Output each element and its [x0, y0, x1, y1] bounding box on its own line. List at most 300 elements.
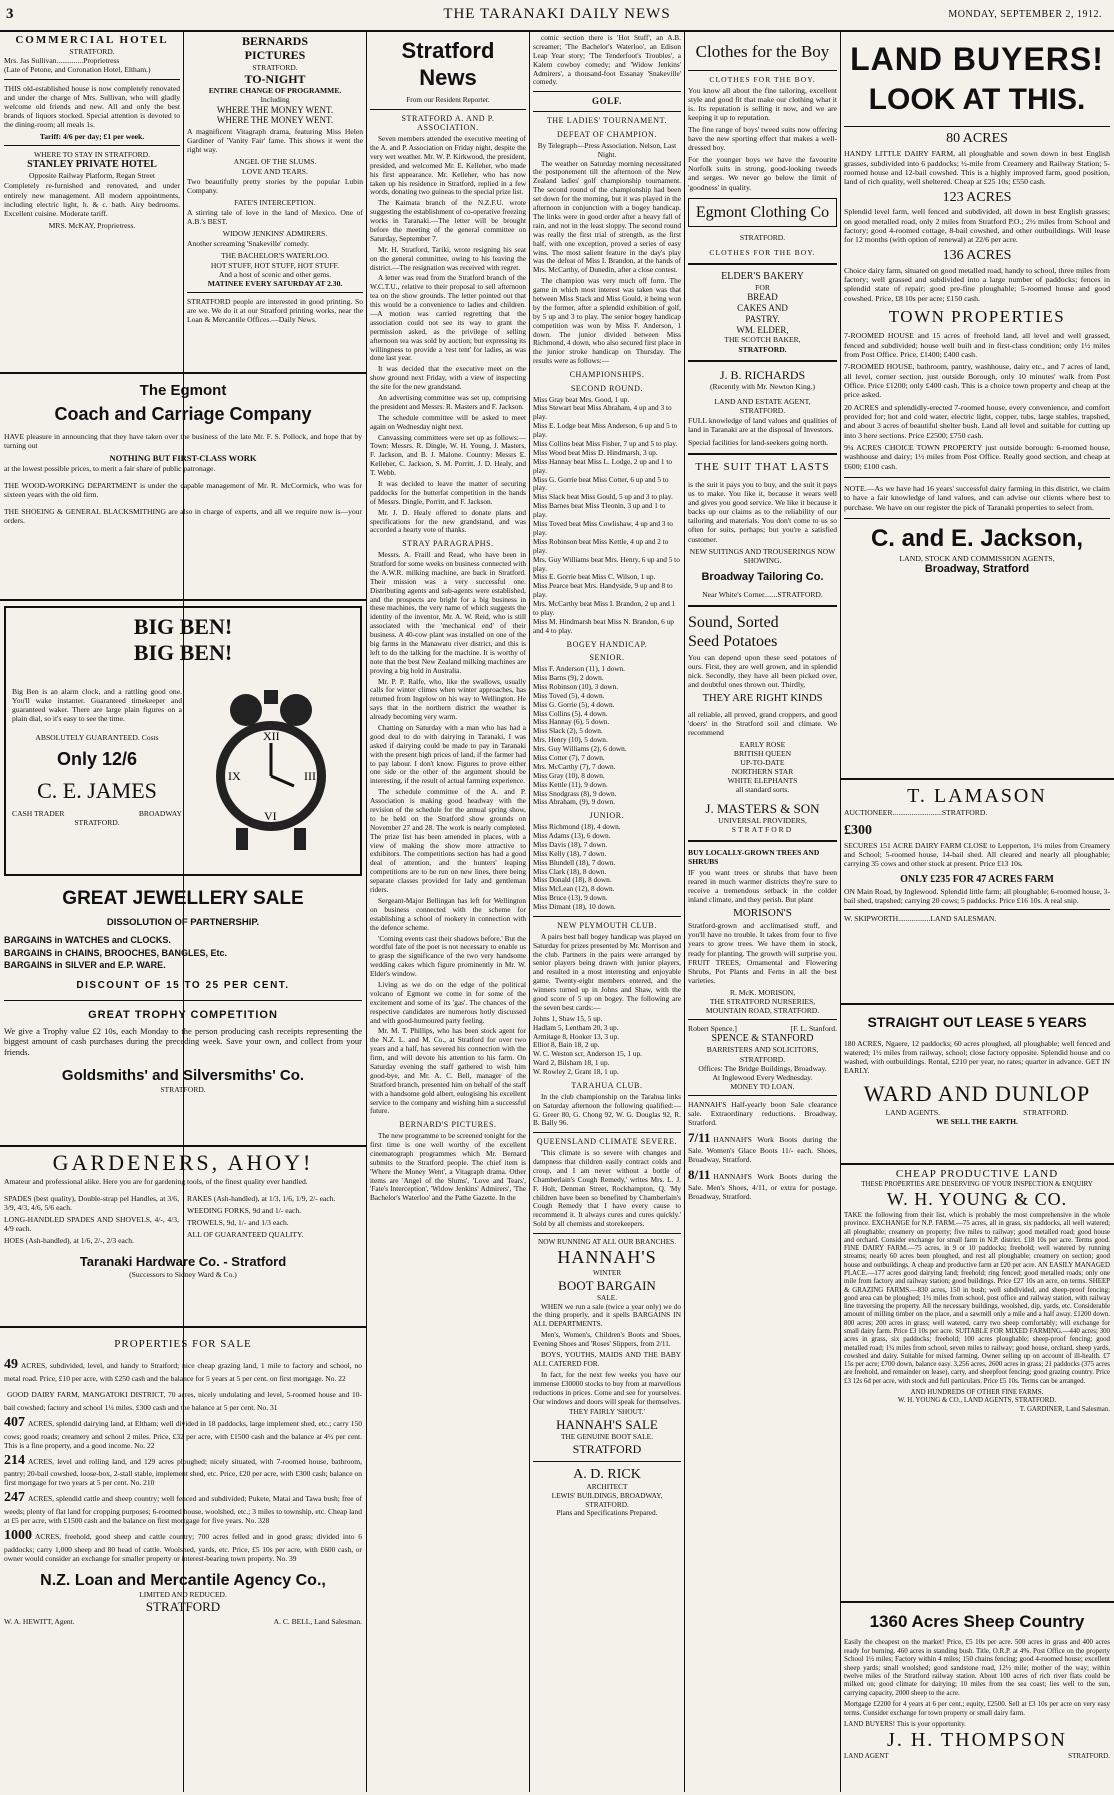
news-subheading: BERNARD'S PICTURES.: [399, 1120, 497, 1130]
stratford-news-title: Stratford News: [401, 38, 495, 90]
young-agents: W. H. YOUNG & CO., LAND AGENTS, STRATFORD.: [897, 1397, 1057, 1405]
clothes-sub: CLOTHES FOR THE BOY.: [709, 75, 816, 85]
nursery-address: MOUNTAIN ROAD, STRATFORD.: [705, 1006, 820, 1016]
hot-stuff: HOT STUFF, HOT STUFF, HOT STUFF.: [210, 260, 340, 270]
hannahs-sale: HANNAH'S SALE: [556, 1417, 658, 1433]
divider: [840, 1003, 1114, 1005]
property-text: GOOD DAIRY FARM, MANGATOKI DISTRICT, 70 acres, nicely undulating and level, 5-roomed house and 10-bail cowshed; factory and school 1¼ miles. £300 cash and the balance at 5 per cent. No. 31: [4, 1389, 362, 1412]
news-paragraph: The champion was very much off form. The game in which most interest was taken was that between Miss Stack and Miss Gould, it being won by the former, after a splendid exhibition of golf, by 5 up and 3 to play. The senior bogey handicap competition was won by Miss F. Anderson, 1 down. The junior divided between Miss Richmond, 4 down, who also secured first place in the junior stroke handicap on Thursday. The results were as follows:—: [533, 276, 681, 366]
loan-agency-name: N.Z. Loan and Mercantile Agency Co.,: [40, 1571, 326, 1589]
tonight: TO-NIGHT: [244, 71, 306, 86]
garden-items-right: [187, 1193, 362, 1249]
seed-heading-1: Sound, Sorted: [688, 614, 779, 632]
buy-locally: BUY LOCALLY-GROWN TREES AND SHRUBS: [688, 848, 820, 867]
defeat-champion: DEFEAT OF CHAMPION.: [557, 130, 657, 140]
news-paragraph: In fact, for the next few weeks you have our immense £30000 stocks to buy from at marvellous reductions in prices. Come and see for yourselves. Our windows and doors will speak for themselves.: [533, 1369, 681, 1406]
sheep-desc-2: Mortgage £2200 for 4 years at 6 per cent.; equity, £2500. Sell at £3 10s per acre on very easy terms. Consider exchange for town property or small dairy farm.: [844, 1700, 1110, 1717]
goldsmiths-town: STRATFORD.: [160, 1084, 206, 1094]
seed-para: You can depend upon these seed potatoes of ours. First, they are well grown, and in splendid nick. Secondly, they have all been picked over, and doubtful ones thrown out. Thirdly,: [688, 652, 837, 689]
private-hotel-name: STANLEY PRIVATE HOTEL: [27, 159, 157, 171]
result-line: Miss Toved (5), 4 down.: [533, 690, 605, 700]
barristers: BARRISTERS AND SOLICITORS,: [706, 1045, 819, 1055]
divider: [533, 1132, 681, 1133]
page-number: 3: [6, 6, 14, 22]
architect-plans: Plans and Specifications Prepared.: [556, 1508, 658, 1518]
property-acres: 407: [4, 1414, 25, 1430]
broadway: BROADWAY: [138, 808, 182, 818]
stratford-nurseries: THE STRATFORD NURSERIES,: [709, 997, 816, 1007]
divider: [688, 1095, 837, 1096]
thompson-name: J. H. THOMPSON: [887, 1729, 1067, 1752]
land-town: STRATFORD.: [739, 406, 786, 416]
result-line: Miss Gray (10), 8 down.: [533, 770, 605, 780]
big-ben-heading-2: BIG BEN!: [133, 640, 233, 666]
news-paragraph: Mr. H. Stratford, Tariki, wrote resigning his seat on the general committee, owing to his leaving the district.—The resignation was received with regret.: [370, 244, 526, 272]
news-paragraph: It was decided that the executive meet on the show ground next Friday, with a view of inspecting the site for the new grandstand.: [370, 364, 526, 392]
ladies-tournament: THE LADIES' TOURNAMENT.: [546, 116, 668, 126]
egmont-town: STRATFORD.: [739, 232, 786, 242]
printing-notice: STRATFORD people are interested in good printing. So are we. We do it at our Stratford printing works, near the Loan & Mercantile Offices.—Daily News.: [187, 296, 363, 325]
coach-heading-2: Coach and Carriage Company: [54, 404, 312, 424]
spence-offices: Offices: The Bridge Buildings, Broadway.: [698, 1063, 827, 1073]
commercial-hotel-ad: [4, 34, 180, 369]
result-line: Mrs. Guy Williams beat Mrs. Henry, 6 up and 5 to play.: [533, 554, 680, 573]
telegraph-note: By Telegraph—Press Association. Nelson, Last Night.: [537, 140, 677, 159]
news-paragraph: 'This climate is so severe with changes and dampness that children easily contract colds and croup, and I am never without a bottle of Chamberlain's Cough Remedy,' writes Mrs. L. J. F. Holt, Denman Street, Rockhampton, Q. 'My children have been so benefited by Chamberlain's Cough Remedy that I have every cause to recommend it. It always cures and cures quickly.' Sold by all chemists and storekeepers.: [533, 1148, 681, 1229]
results-list: [533, 823, 681, 912]
coach-woodwork: THE WOOD-WORKING DEPARTMENT is under the capable management of Mr. R. McCormick, who was for sixteen years with the old firm.: [4, 481, 362, 500]
jackson-name: C. and E. Jackson,: [870, 525, 1084, 553]
garden-item: SPADES (best quality), Double-strap pel Handles, at 3/6, 3/9, 4/3, 4/6, 5/6 each.: [4, 1193, 179, 1212]
stanford: [F. L. Stanford.: [790, 1024, 837, 1034]
divider: [840, 1163, 1114, 1165]
jewellery-sale-ad: [4, 882, 362, 1142]
lamason-price-2: ONLY £235 FOR 47 ACRES FARM: [900, 874, 1054, 886]
news-paragraph: The new programme to be screened tonight for the first time is one well worthy of the excellent cinematograph programmes which Mr. Bernard submits to the Stratford people. The chief item is 'Where the Money Went', a Vitagraph drama. Other items are 'Angel of the Slums', 'Love and Tears', 'Fate's Interception', 'Widow Jenkins' Admirers', 'The Bachelor's Waterloo' and the Pathe Gazette. In the: [370, 1131, 526, 1203]
divider: [844, 909, 1110, 910]
result-line: Miss Robinson (10), 3 down.: [533, 681, 619, 691]
property-text: ACRES, subdivided, level, and handy to Stratford; nice cheap grazing land, 1 mile to factory and school, no metal road. Price, £10 per acre, with £250 cash and the balance for 5 years at 5 per cent. on first mortgage. No. 22: [4, 1361, 362, 1383]
result-line: Miss Barnes beat Miss Tleonin, 3 up and 1 to play.: [533, 501, 666, 520]
bachelors-waterloo: THE BACHELOR'S WATERLOO.: [221, 251, 329, 261]
garden-item: ALL OF GUARANTEED QUALITY.: [187, 1229, 304, 1239]
hotel-tariff: Tariff: 4/6 per day; £1 per week.: [39, 132, 145, 142]
property-text: ACRES, splendid dairying land, at Eltham; well divided in 18 paddocks, large implement shed, etc.; carry 150 cows; good roads; creamery and school 2 miles. Price, £32 per acre, with £1500 cash and the balance at 4½ per cent. This is a fine property, and a good income. No. 22: [4, 1418, 362, 1450]
result-line: Hadlam 5, Lentham 20, 3 up.: [533, 1022, 619, 1032]
architect-address: LEWIS' BUILDINGS, BROADWAY,: [551, 1490, 663, 1500]
coach-shoeing: THE SHOEING & GENERAL BLACKSMITHING are also in charge of experts, and all we require now is—your orders.: [4, 507, 362, 526]
private-hotel-location: Opposite Railway Platform, Regan Street: [29, 171, 155, 181]
result-line: Miss Richmond (18), 4 down.: [533, 822, 621, 832]
jackson-note: NOTE.—As we have had 16 years' successful dairy farming in this district, we claim to have a fair knowledge of land values, and can advise our clients where best to purchase. We have on our register the pick of Taranaki properties to select from.: [844, 484, 1110, 512]
land-para: Special facilities for land-seekers going north.: [688, 437, 829, 447]
golf-heading: GOLF.: [592, 96, 622, 107]
town-property-list: [844, 331, 1110, 471]
result-line: Miss G. Gorrie (5), 4 down.: [533, 699, 615, 709]
property-acres: 247: [4, 1490, 25, 1506]
auctioneer: AUCTIONEER..........................STRATFORD.: [844, 808, 988, 817]
news-paragraph: The weather on Saturday morning necessitated the postponement till the afternoon of the New Zealand ladies' golf championship tournament. The second round of the championship had been set down for the morning, but it was played in the afternoon in conjunction with a bogey handicap. The links were in good order after a heavy fall of rain, and not in the least sloppy. The second round was really the first trial of strength, as the first half, with one exception, proved a series of easy wins. The most salient feature in the day's play was the defeat of Miss I. Brandon, at the hands of Mrs. McCarthy, of Dunedin, after a close contest.: [533, 158, 681, 275]
news-paragraph: The Kaimata branch of the N.Z.F.U. wrote suggesting the establishment of co-operative freezing works in Taranaki.—The letter will be brought before the meeting of the general committee on Saturday, September 7.: [370, 198, 526, 243]
property-acres: 1000: [4, 1528, 32, 1544]
private-hotel-body: Completely re-furnished and renovated, and under entirely new management. All modern appointments, including electric light, h. & c. bath. Airy bedrooms. Excellent cuisine. Moderate tariff.: [4, 181, 180, 218]
potato-variety: EARLY ROSE: [739, 739, 786, 749]
result-line: Miss Collins beat Miss Fisher, 7 up and 5 to play.: [533, 439, 678, 449]
news-paragraph: BOYS, YOUTHS, MAIDS AND THE BABY ALL CATERED FOR.: [533, 1350, 681, 1368]
seed-para: all reliable, all proved, grand croppers, and good 'doers' in the Stratford soil and climate. We recommend: [688, 709, 837, 737]
result-line: Miss Kettle (11), 9 down.: [533, 779, 608, 789]
properties-for-sale-ad: [4, 1334, 362, 1790]
news-paragraph: The schedule committee will be asked to meet again on Wednesday night next.: [370, 412, 526, 431]
look-at-this: LOOK AT THIS.: [868, 83, 1086, 117]
garden-items-left: [4, 1193, 179, 1249]
alarm-clock-icon: [206, 688, 336, 858]
dissolution: DISSOLUTION OF PARTNERSHIP.: [106, 916, 260, 928]
property-entry: [4, 1453, 362, 1488]
elder-name: WM. ELDER,: [736, 324, 789, 335]
bargain-line-1: BARGAINS in WATCHES and CLOCKS.: [4, 935, 171, 946]
straight-lease: STRAIGHT OUT LEASE 5 YEARS: [867, 1014, 1087, 1030]
hotel-name: COMMERCIAL HOTEL: [15, 34, 169, 46]
hannah-ad: [688, 1167, 837, 1201]
result-line: Miss Cotter (7), 7 down.: [533, 753, 605, 763]
big-ben-ad: [4, 606, 362, 876]
coach-body: HAVE pleasure in announcing that they have taken over the business of the late Mr. F. S. Pollock, and hope that by turning out: [4, 431, 362, 450]
hannahs-town: STRATFORD: [572, 1442, 642, 1457]
result-line: Miss Collins (5), 4 down.: [533, 708, 608, 718]
news-paragraph: It was decided to leave the matter of securing paddocks for the butterfat competition in the hands of Messrs. Dingle, Porritt, and F. Jackson.: [370, 479, 526, 506]
divider: [0, 1326, 366, 1328]
column-rule: [684, 32, 685, 1792]
seed-heading-2: Seed Potatoes: [688, 633, 778, 651]
result-line: Ward 2, Bilsham 18, 1 up.: [533, 1058, 610, 1068]
divider: [533, 1233, 681, 1234]
divider: [0, 372, 366, 374]
column-rule: [529, 32, 530, 1792]
lamason-ad: [844, 784, 1110, 1000]
loan-agency-town: STRATFORD: [145, 1599, 221, 1615]
ward-dunlop-ad: [844, 1008, 1110, 1160]
money-to-loan: MONEY TO LOAN.: [730, 1081, 795, 1091]
town-property-item: 7-ROOMED HOUSE, bathroom, pantry, washhouse, dairy etc., and 7 acres of land, all level, corner section, just outside Borough, only 10 minutes' walk from Post Office. Price £1200; only £400 cash. This is a choice town property and cheap at the price asked.: [844, 362, 1110, 400]
property-entry: [4, 1415, 362, 1450]
ward-dunlop-name: WARD AND DUNLOP: [863, 1081, 1091, 1107]
other-farms: AND HUNDREDS OF OTHER FINE FARMS.: [910, 1388, 1044, 1396]
result-line: Miss Toved beat Miss Cowlishaw, 4 up and 3 to play.: [533, 519, 673, 537]
divider: [187, 292, 363, 293]
private-hotel-proprietress: MRS. McKAY, Proprietress.: [48, 220, 136, 230]
change-programme: ENTIRE CHANGE OF PROGRAMME.: [208, 86, 342, 96]
where-to-stay: WHERE TO STAY IN STRATFORD.: [33, 150, 151, 160]
hannah-price: 7/11: [688, 1130, 711, 1146]
bargain-line-3: BARGAINS in SILVER and E.P. WARE.: [4, 960, 166, 971]
hannah-small-ad: HANNAH'S Half-yearly boon Sale clearance sale. Extraordinary reductions. Broadway, Stratford.: [688, 1099, 837, 1128]
pictures-heading: PICTURES: [244, 48, 306, 63]
sheep-country-ad: [844, 1606, 1110, 1792]
standard-sorts: all standard sorts.: [735, 785, 790, 795]
result-line: Miss Clark (18), 8 down.: [533, 866, 607, 876]
result-line: Johns 1, Shaw 15, 5 up.: [533, 1013, 603, 1023]
divider: [688, 840, 837, 842]
masthead: [0, 0, 1114, 32]
matinee: MATINEE EVERY SATURDAY AT 2.30.: [207, 278, 343, 288]
land-buyers-heading: LAND BUYERS!: [850, 41, 1104, 77]
egmont-clothing: Egmont Clothing Co: [688, 198, 837, 227]
small-ads: [688, 1130, 837, 1201]
divider: [533, 111, 681, 112]
result-line: Miss Stewart beat Miss Abraham, 4 up and 3 to play.: [533, 403, 672, 422]
result-line: Armitage 8, Hooker 13, 3 up.: [533, 1031, 619, 1041]
result-line: Miss Snodgrass (8), 9 down.: [533, 788, 617, 798]
news-paragraph: Seven members attended the executive meeting of the A. and P. Association on Friday night, despite the very wet weather. Mr. W. P. Kirkwood, the president, presided, and welcomed Mr. E. Kelleher, who made his first appearance. Mr. Kelleher, who has now taken up his residence in Stratford, replied in a few words, donating two guineas to the special prize list.: [370, 134, 526, 197]
hardware-firm: Taranaki Hardware Co. - Stratford: [79, 1254, 287, 1270]
result-line: Mrs. Guy Williams (2), 6 down.: [533, 744, 627, 754]
stratford-news-column: [370, 34, 526, 1790]
news-subheading: STRATFORD A. AND P. ASSOCIATION.: [401, 113, 495, 133]
big-ben-town: STRATFORD.: [74, 817, 120, 827]
spence-town: STRATFORD.: [739, 1054, 786, 1064]
result-line: Miss E. Gorrie beat Miss C. Wilson, 1 up.: [533, 572, 656, 582]
big-ben-body: Big Ben is an alarm clock, and a rattling good one. You'll wake instanter. Guaranteed timekeeper and guaranteed waker. There are large plain figures on a plain dial, so it's easy to see the time.: [12, 687, 182, 724]
result-line: Miss Adams (13), 6 down.: [533, 831, 611, 841]
news-paragraph: Mr. M. T. Phillips, who has been stock agent for the N.Z. L. and M. Co., at Stratford for over two years and a half, has severed his connection with the firm, and will devote his attention to his farm. On Saturday evening the staff gathered to wish him good-bye, and Mr. A. C. Bell, manager of the Stratford branch, presented him on behalf of the staff with a handsome gold albert, eulogising his excellent service to the company and wishing him a successful future.: [370, 1026, 526, 1116]
divider: [688, 605, 837, 607]
news-paragraph: Mr. J. D. Healy offered to donate plans and specifications for the new grandstand, and was accorded a hearty vote of thanks.: [370, 507, 526, 535]
buy-para: IF you want trees or shrubs that have been reared in much warmer districts they're sure to receive a tremendous setback in the colder inland climate, and they perish. But plant: [688, 867, 837, 904]
divider: [844, 518, 1110, 519]
acres-123-desc: Splendid level farm, well fenced and subdivided, all down in best English grasses; on good metalled road, only 2 miles from Stratford P.O.; 2½ miles from School and factory; good 4-roomed cottage, 8-bail cowshed, and other outbuildings. Will lease for 12 months (with option of renewal) at 22/6 per acre.: [844, 207, 1110, 245]
news-paragraph: Living as we do on the edge of the political volcano of Egmont we come in for some of the excitement and some of its 'gas'. The chances of the respective candidates are numerous hotly discussed and with good-humoured party feeling.: [370, 979, 526, 1025]
result-line: Miss Hannay (6), 5 down.: [533, 717, 610, 727]
boot-bargain: BOOT BARGAIN: [558, 1277, 656, 1293]
divider: [688, 360, 837, 362]
bernards-town: STRATFORD.: [252, 62, 298, 72]
divider: [533, 916, 681, 917]
svg-text:IX: IX: [228, 769, 241, 783]
land-buyers-ad: [844, 34, 1110, 774]
town-property-item: 7-ROOMED HOUSE and 15 acres of freehold land, all level and well grassed, fenced and subdivided; house well built and in first-class condition; only 1½ miles from Post Office. Price, £1400; £400 cash.: [844, 331, 1110, 359]
result-line: Miss Davis (18), 7 down.: [533, 839, 608, 849]
gardiner: T. GARDINER, Land Salesman.: [1019, 1405, 1110, 1413]
buy-para: Stratford-grown and acclimatised stuff, and you'll have no trouble. It takes from four to five years to grow trees. We have them in stock, ready for planting. The growth will surprise you. FRUIT TREES, Ornamental and Flowering Shrubs, Pot Plants and Ferns in all the best varieties.: [688, 921, 837, 985]
clothes-para: You know all about the fine tailoring, excellent style and good fit that make our clothing what it is. Its reputation is selling it now, and we are keeping it up to reputation.: [688, 85, 837, 122]
potato-variety: BRITISH QUEEN: [733, 748, 792, 758]
scotch-baker: THE SCOTCH BAKER,: [724, 335, 801, 345]
jackson-agents: LAND, STOCK AND COMMISSION AGENTS,: [899, 553, 1055, 563]
result-line: Miss Bruce (13), 9 down.: [533, 893, 608, 903]
newspaper-title: THE TARANAKI DAILY NEWS: [443, 6, 671, 22]
richards-note: (Recently with Mr. Newton King.): [709, 382, 816, 392]
svg-text:III: III: [304, 769, 316, 783]
gardeners-heading: GARDENERS, AHOY!: [52, 1150, 314, 1175]
hardware-successors: (Successors to Sidney Ward & Co.): [129, 1269, 237, 1279]
news-paragraph: In the club championship on the Tarahua links on Saturday afternoon the following qualified:—G. Greer 80, G. Chong 92, W. G. Douglas 92, R. B. Bally 96.: [533, 1091, 681, 1128]
bernards-heading: BERNARDS: [241, 34, 308, 48]
result-line: Miss Kelly (18), 7 down.: [533, 848, 607, 858]
genuine-boot-sale: THE GENUINE BOOT SALE.: [561, 1432, 653, 1442]
news-paragraph: A letter was read from the Stratford branch of the W.C.T.U., relative to their proposal to sell afternoon tea on the show grounds. The letter pointed out that this would be a convenience to ladies and children.—A motion was carried regretting that the association could not see its way to grant the permission asked, as the privilege of selling afternoon tea was sold by auction; but expressing its willingness to provide a 'rest tent' for ladies, as was done last year.: [370, 273, 526, 363]
garden-item: HOES (Ash-handled), at 1/6, 2/-, 2/3 each.: [4, 1235, 134, 1245]
clothes-foot: CLOTHES FOR THE BOY.: [709, 248, 816, 257]
richards-name: J. B. RICHARDS: [719, 367, 806, 382]
masters-town: STRATFORD: [731, 825, 794, 835]
news-paragraph: WHEN we run a sale (twice a year only) we do the thing properly, and it spells BARGAINS IN ALL DEPARTMENTS.: [533, 1301, 681, 1329]
properties-heading: PROPERTIES FOR SALE: [114, 1338, 252, 1350]
news-paragraph: The schedule committee of the A. and P. Association is making good headway with the revision of the schedule for the annual spring show, to be held on the Stratford show grounds on November 27 and 28. The work is nearly completed. The prize list has been amended in places, with a view of making the show more attractive to exhibitors. The competitions section has had a good deal of attention, and the hunters' leaping competitions are to be run on new lines, there being separate classes provided for lady and gentleman riders.: [370, 787, 526, 895]
architect-title: ARCHITECT: [586, 1481, 628, 1491]
jackson-address: Broadway, Stratford: [924, 563, 1030, 576]
second-round: SECOND ROUND.: [570, 383, 644, 393]
gardeners-ad: [4, 1150, 362, 1323]
hotel-proprietress-note: (Late of Petone, and Coronation Hotel, Eltham.): [4, 65, 151, 75]
divider: [688, 263, 837, 265]
masters-name: J. MASTERS & SON: [705, 800, 820, 816]
jewellery-heading: GREAT JEWELLERY SALE: [62, 888, 304, 909]
acres-123: 123 ACRES: [942, 189, 1012, 205]
skipworth: W. SKIPWORTH.................LAND SALESMAN.: [844, 914, 997, 924]
result-line: Miss McLean (12), 8 down.: [533, 884, 615, 894]
big-ben-seller: C. E. JAMES: [37, 778, 157, 804]
divider: [370, 109, 526, 110]
tailor-address: Near White's Corner.......STRATFORD.: [702, 590, 823, 600]
result-line: Miss Pearce beat Mrs. Handyside, 9 up and 8 to play.: [533, 581, 673, 600]
property-text: ACRES, splendid cattle and sheep country; well fenced and subdivided; Pukete, Matai and Tawa bush; free of weeds; plenty of flat land for cropping purposes; 6-roomed house, woolshed, etc.; 3 miles to township, etc. Cheap land at £5 per acre, with £1500 cash and the balance on first mortgage for five years. No. 328: [4, 1494, 362, 1526]
potato-variety: NORTHERN STAR: [731, 767, 794, 777]
lamason-desc-2: ON Main Road, by Inglewood. Splendid little farm; all ploughable; 6-roomed house, 3-bail shed, trapshed; carrying 20 cows; 5 paddocks. Price £16 10s. A real snip.: [844, 887, 1110, 906]
architect-name: A. D. RICK: [573, 1466, 641, 1482]
divider: [688, 453, 837, 455]
right-kinds: THEY ARE RIGHT KINDS: [702, 692, 823, 704]
elders-bakery: ELDER'S BAKERY: [721, 271, 804, 283]
result-line: Mrs. McCarthy (7), 7 down.: [533, 761, 616, 771]
discount: DISCOUNT OF 15 TO 25 PER CENT.: [76, 979, 290, 991]
result-line: Mrs. McCarthy beat Miss I. Brandon, 2 up and 1 to play.: [533, 599, 676, 617]
clothes-para: For the younger boys we have the favourite Norfolk suits in strong, good-looking tweeds and serges. We never go below the limit of 'goodness' in quality.: [688, 155, 837, 192]
result-line: Miss M. Hindmarsh beat Miss N. Brandon, 6 up and 4 to play.: [533, 616, 674, 635]
property-text: ACRES, freehold, good sheep and cattle country; 700 acres felled and in good grass; divided into 6 paddocks; carry 1,000 sheep and 80 head of cattle. Woolshed, yards, etc. Price, £5 10s per acre, with £600 cash, or owner would consider an exchange for smaller property or interest-bearing town property. No. 39: [4, 1532, 362, 1563]
film-desc-3: A stirring tale of love in the land of Mexico. One of A.B.'s BEST.: [187, 207, 363, 227]
ads-column-5: [688, 34, 837, 1790]
inglewood: At Inglewood Every Wednesday.: [712, 1072, 813, 1082]
hannah-text: HANNAH'S Work Boots during the Sale. Men's Shoes, 4/11, or extra for postage. Broadway, Stratford.: [688, 1172, 837, 1201]
pastry: PASTRY.: [745, 313, 780, 324]
new-plymouth-club: NEW PLYMOUTH CLUB.: [557, 921, 657, 931]
news-paragraph: Canvassing committees were set up as follows:—Town: Messrs. R. Dingle, W. H. Young, J. Masters, F. Jackson, and B. J. Malone. Country: Messrs E. Kelleher, C. Jackson, S. M. Porritt, J. D. Healy, and T. Webb.: [370, 432, 526, 478]
column-rule: [366, 32, 367, 1792]
hannahs-heading: HANNAH'S: [557, 1247, 657, 1267]
golf-column: [533, 34, 681, 1790]
ward-land-agents: LAND AGENTS.: [885, 1107, 940, 1117]
hannah-price: 8/11: [688, 1167, 711, 1183]
young-name: W. H. YOUNG & CO.: [886, 1189, 1068, 1210]
divider: [688, 1019, 837, 1020]
robert-spence: Robert Spence.]: [688, 1024, 737, 1034]
fairly-shout: THEY FAIRLY 'SHOUT.': [569, 1407, 645, 1417]
bogey-handicap: BOGEY HANDICAP.: [566, 639, 648, 649]
divider: [840, 778, 1114, 780]
young-desc: TAKE the following from their list, which is probably the most comprehensive in the whole province. EXCHANGE for N.P. FARM.—75 acres, all in grass, six paddocks, all well watered; all ploughable; creamery on property; five miles to railway; good metalled road; good house and orchard. Consider exchange for small farm in N.P. district. £18 10s per acre. Terms good. FINE DAIRY FARM.—75 acres, in 9 or 10 paddocks; freehold; well watered by running streams; nearly 60 acres been ploughed, and rest all ploughable; creamery on section; good house and outbuildings. A cheap and productive farm at £20 per acre. AN EASILY MANAGED PLACE.—177 acres good dairying land; freehold; ring fenced; good metalled roads; only one mile from factory and railway station; good buildings. Price £27 10s an acre, on terms. SHEEP & GRAZING FARMS.—830 acres, 150 in bush; well subdivided, and sheep-proof fencing; good area can be ploughed; 1½ miles from school, post office and railway station, with railway line traversing the property. All the necessary buildings, woolshed, dip, yards, etc. Considerable amount of milling timber on the place, and a sawmill only a mile and a half away. £1200 down. 800 acres; 200 acres in grass; well watered, carry two sheep comfortably; will exchange for small dairy farm. Price £3 10s per acre. SUITABLE FOR MIXED FARMING.—440 acres; 300 acres in grass, six paddocks; freehold; 100 acres ploughable; sheep-proof fencing; good metalled road; 1¼ miles from school, seven miles to railway; good house, orchard, sheep yards, cowshed and dairy. Suitable for mixed farming. Owner selling up on account of ill-health. £7 15s per acre; £700 down, balance easy. 3,256 acres, 2600 acres in grass; 21 paddocks (375 acres are freehold, and remainder on lease), carry, and sheepfoot fencing; good grazing country. Price £3 12s 6d per acre, with stock and full particulars. Price £5 10s. Terms can be arranged.: [844, 1212, 1110, 1385]
property-text: ACRES, level and rolling land, and 129 acres ploughed; nicely situated, with 7-roomed house, bathroom, pantry; 20-bail cowshed, loose-box, 2-stall stable, implement shed, etc. Price, £20 per acre, with £300 cash; balance on first mortgage for two years at 5 per cent. No. 210: [4, 1456, 362, 1488]
suit-heading: THE SUIT THAT LASTS: [695, 460, 830, 473]
result-line: W. Rowley 2, Grant 18, 1 up.: [533, 1067, 619, 1077]
big-ben-heading-1: BIG BEN!: [133, 614, 233, 639]
money-went-2: WHERE THE MONEY WENT.: [216, 115, 334, 126]
money-went-1: WHERE THE MONEY WENT.: [216, 104, 334, 115]
property-list: [4, 1357, 362, 1563]
film-desc-1: A magnificent Vitagraph drama, featuring Miss Helen Gardiner of 'Vanity Fair' fame. This shows it went the right way.: [187, 127, 363, 155]
elder-town: STRATFORD.: [738, 344, 787, 354]
news-paragraph: A pairs best ball bogey handicap was played on Saturday for prizes presented by Mr. Morrison and the club. Partners in the pairs were arranged by senior players being drawn with junior players, and resulted in a most interesting and enjoyable game. Twenty-eight members entered, and the winners turned up in Johns and Shaw, with the good score of 5 up on bogey. The following are the seven best cards:—: [533, 931, 681, 1012]
film-desc-2: Two beautifully pretty stories by the popular Lubin Company.: [187, 176, 363, 195]
championships: CHAMPIONSHIPS.: [569, 370, 645, 380]
potato-variety: UP-TO-DATE: [740, 758, 785, 768]
property-entry: [4, 1528, 362, 1563]
junior: JUNIOR.: [589, 811, 625, 821]
running-branches: NOW RUNNING AT ALL OUR BRANCHES.: [537, 1237, 677, 1247]
egmont-coach-ad: [4, 378, 362, 596]
broadway-tailoring: Broadway Tailoring Co.: [701, 570, 824, 583]
clothes-heading: Clothes for the Boy: [695, 42, 830, 61]
divider: [533, 1461, 681, 1462]
gardeners-intro: Amateur and professional alike. Here you are for gardening tools, of the finest quality ever handled.: [4, 1177, 308, 1187]
land-para: FULL knowledge of land values and qualities of land in Taranaki are at the disposal of Investors.: [688, 416, 837, 435]
divider: [4, 79, 180, 80]
issue-date: MONDAY, SEPTEMBER 2, 1912.: [948, 9, 1102, 20]
queensland-climate: QUEENSLAND CLIMATE SEVERE.: [536, 1137, 678, 1147]
buyers-opportunity: LAND BUYERS! This is your opportunity.: [844, 1719, 966, 1728]
bernards-pictures-ad: [187, 34, 363, 369]
film-desc-4: Another screaming 'Snakeville' comedy.: [187, 239, 310, 249]
bread: BREAD: [747, 292, 778, 303]
fates-interception: FATE'S INTERCEPTION.: [234, 197, 316, 207]
results-list: [533, 396, 681, 636]
suit-para: is the suit it pays you to buy, and the suit it pays us to make. You like it, because it wears well and gives you good service. We like it because it backs up our claims as to the reliability of our tailoring and materials. You don't come to us so often for suits, perhaps; but you're a satisfied customer.: [688, 479, 837, 544]
divider: [4, 145, 180, 146]
town-property-item: 20 ACRES and splendidly-erected 7-roomed house, every convenience, and comfort provided for; hot and cold water, electric light, copper, tubs, large stables, trapshed, and about 3 acres of beautiful shelter bush. Land all level and suitable for cutting up into 3 here sections. Price £2500; £750 cash.: [844, 402, 1110, 440]
divider: [844, 126, 1110, 127]
town-properties: TOWN PROPERTIES: [888, 306, 1066, 326]
result-line: Miss Abraham, (9), 9 down.: [533, 797, 616, 807]
news-paragraph: An advertising committee was set up, comprising the president and Messrs. R. Masters and F. Jackson.: [370, 392, 526, 411]
result-line: Mrs. Henry (10), 5 down.: [533, 735, 608, 745]
architect-town: STRATFORD.: [585, 1499, 629, 1509]
garden-item: TROWELS, 9d, 1/- and 1/3 each.: [187, 1217, 289, 1227]
result-line: Miss F. Anderson (11), 1 down.: [533, 664, 625, 674]
acres-136: 136 ACRES: [942, 247, 1012, 263]
news-paragraph: Chatting on Saturday with a man who has had a good deal to do with dairying in Taranaki, I was asked if dairying could be made to pay in Taranaki with the present high prices of land, if the farmer had to pay labour. I don't know. Figures to prove either one side or the other of the argument should be interesting, if the result of actual farming experience.: [370, 723, 526, 786]
result-line: Miss Donald (18), 8 down.: [533, 875, 612, 885]
svg-text:VI: VI: [264, 809, 277, 823]
thompson-town: STRATFORD.: [1068, 1752, 1110, 1761]
news-paragraph: Messrs. A. Fraill and Read, who have been in Stratford for some weeks on business connected with the A.W.R. milking machine, are back in Stratford. Their mission was a very successful one. Distributing agents and sub-agents were established, and the prospects are bright for a big business in these machines, the very name of which suggests the identity of the inventor, Mr. A. W. Reid, who is still associated with the 'mechanical end' of their business. A 40-cow plant was installed on one of the big farms in the Manawatu river district, and this is left to do the talking for the machine. It is worthy of note that the best New Zealand milking machines are proving a big hold in Australia.: [370, 550, 526, 675]
agent-bell: A. C. BELL, Land Salesman.: [273, 1616, 362, 1626]
result-line: W. C. Weston scr, Anderson 15, 1 up.: [533, 1049, 642, 1059]
hotel-town: STRATFORD.: [69, 47, 115, 57]
news-paragraph: Men's, Women's, Children's Boots and Shoes, Evening Shoes and 'Roses' Slippers, from 2/11.: [533, 1330, 681, 1349]
garden-item: RAKES (Ash-handled), at 1/3, 1/6, 1/9, 2/- each.: [187, 1193, 336, 1203]
acres-136-desc: Choice dairy farm, situated on good metalled road, handy to school, three miles from factory; well grassed and subdivided into a large number of paddocks; fences in splendid state of repair; good pre-fine ploughable; 5-roomed house and good cowshed. Price, £8 10s per acre; £150 cash.: [844, 265, 1110, 303]
result-line: Miss Hannay beat Miss L. Lodge, 2 up and 1 to play.: [533, 456, 673, 475]
result-line: Miss G. Gorrie beat Miss Cotter, 6 up and 5 to play.: [533, 474, 669, 493]
potato-variety: WHITE ELEPHANTS: [727, 776, 798, 786]
bargain-line-2: BARGAINS in CHAINS, BROOCHES, BANGLES, Etc.: [4, 947, 228, 958]
suitings: NEW SUITINGS AND TROUSERINGS NOW SHOWING.: [689, 546, 836, 565]
divider: [0, 1145, 366, 1147]
love-tears: LOVE AND TEARS.: [242, 166, 308, 176]
goldsmiths-name: Goldsmiths' and Silversmiths' Co.: [61, 1066, 305, 1084]
news-paragraph: Sergeant-Major Bellingan has left for Wellington on business connected with the scheme for establishing a school of rookery in connection with the defence scheme.: [370, 895, 526, 932]
divider: [4, 1000, 362, 1001]
